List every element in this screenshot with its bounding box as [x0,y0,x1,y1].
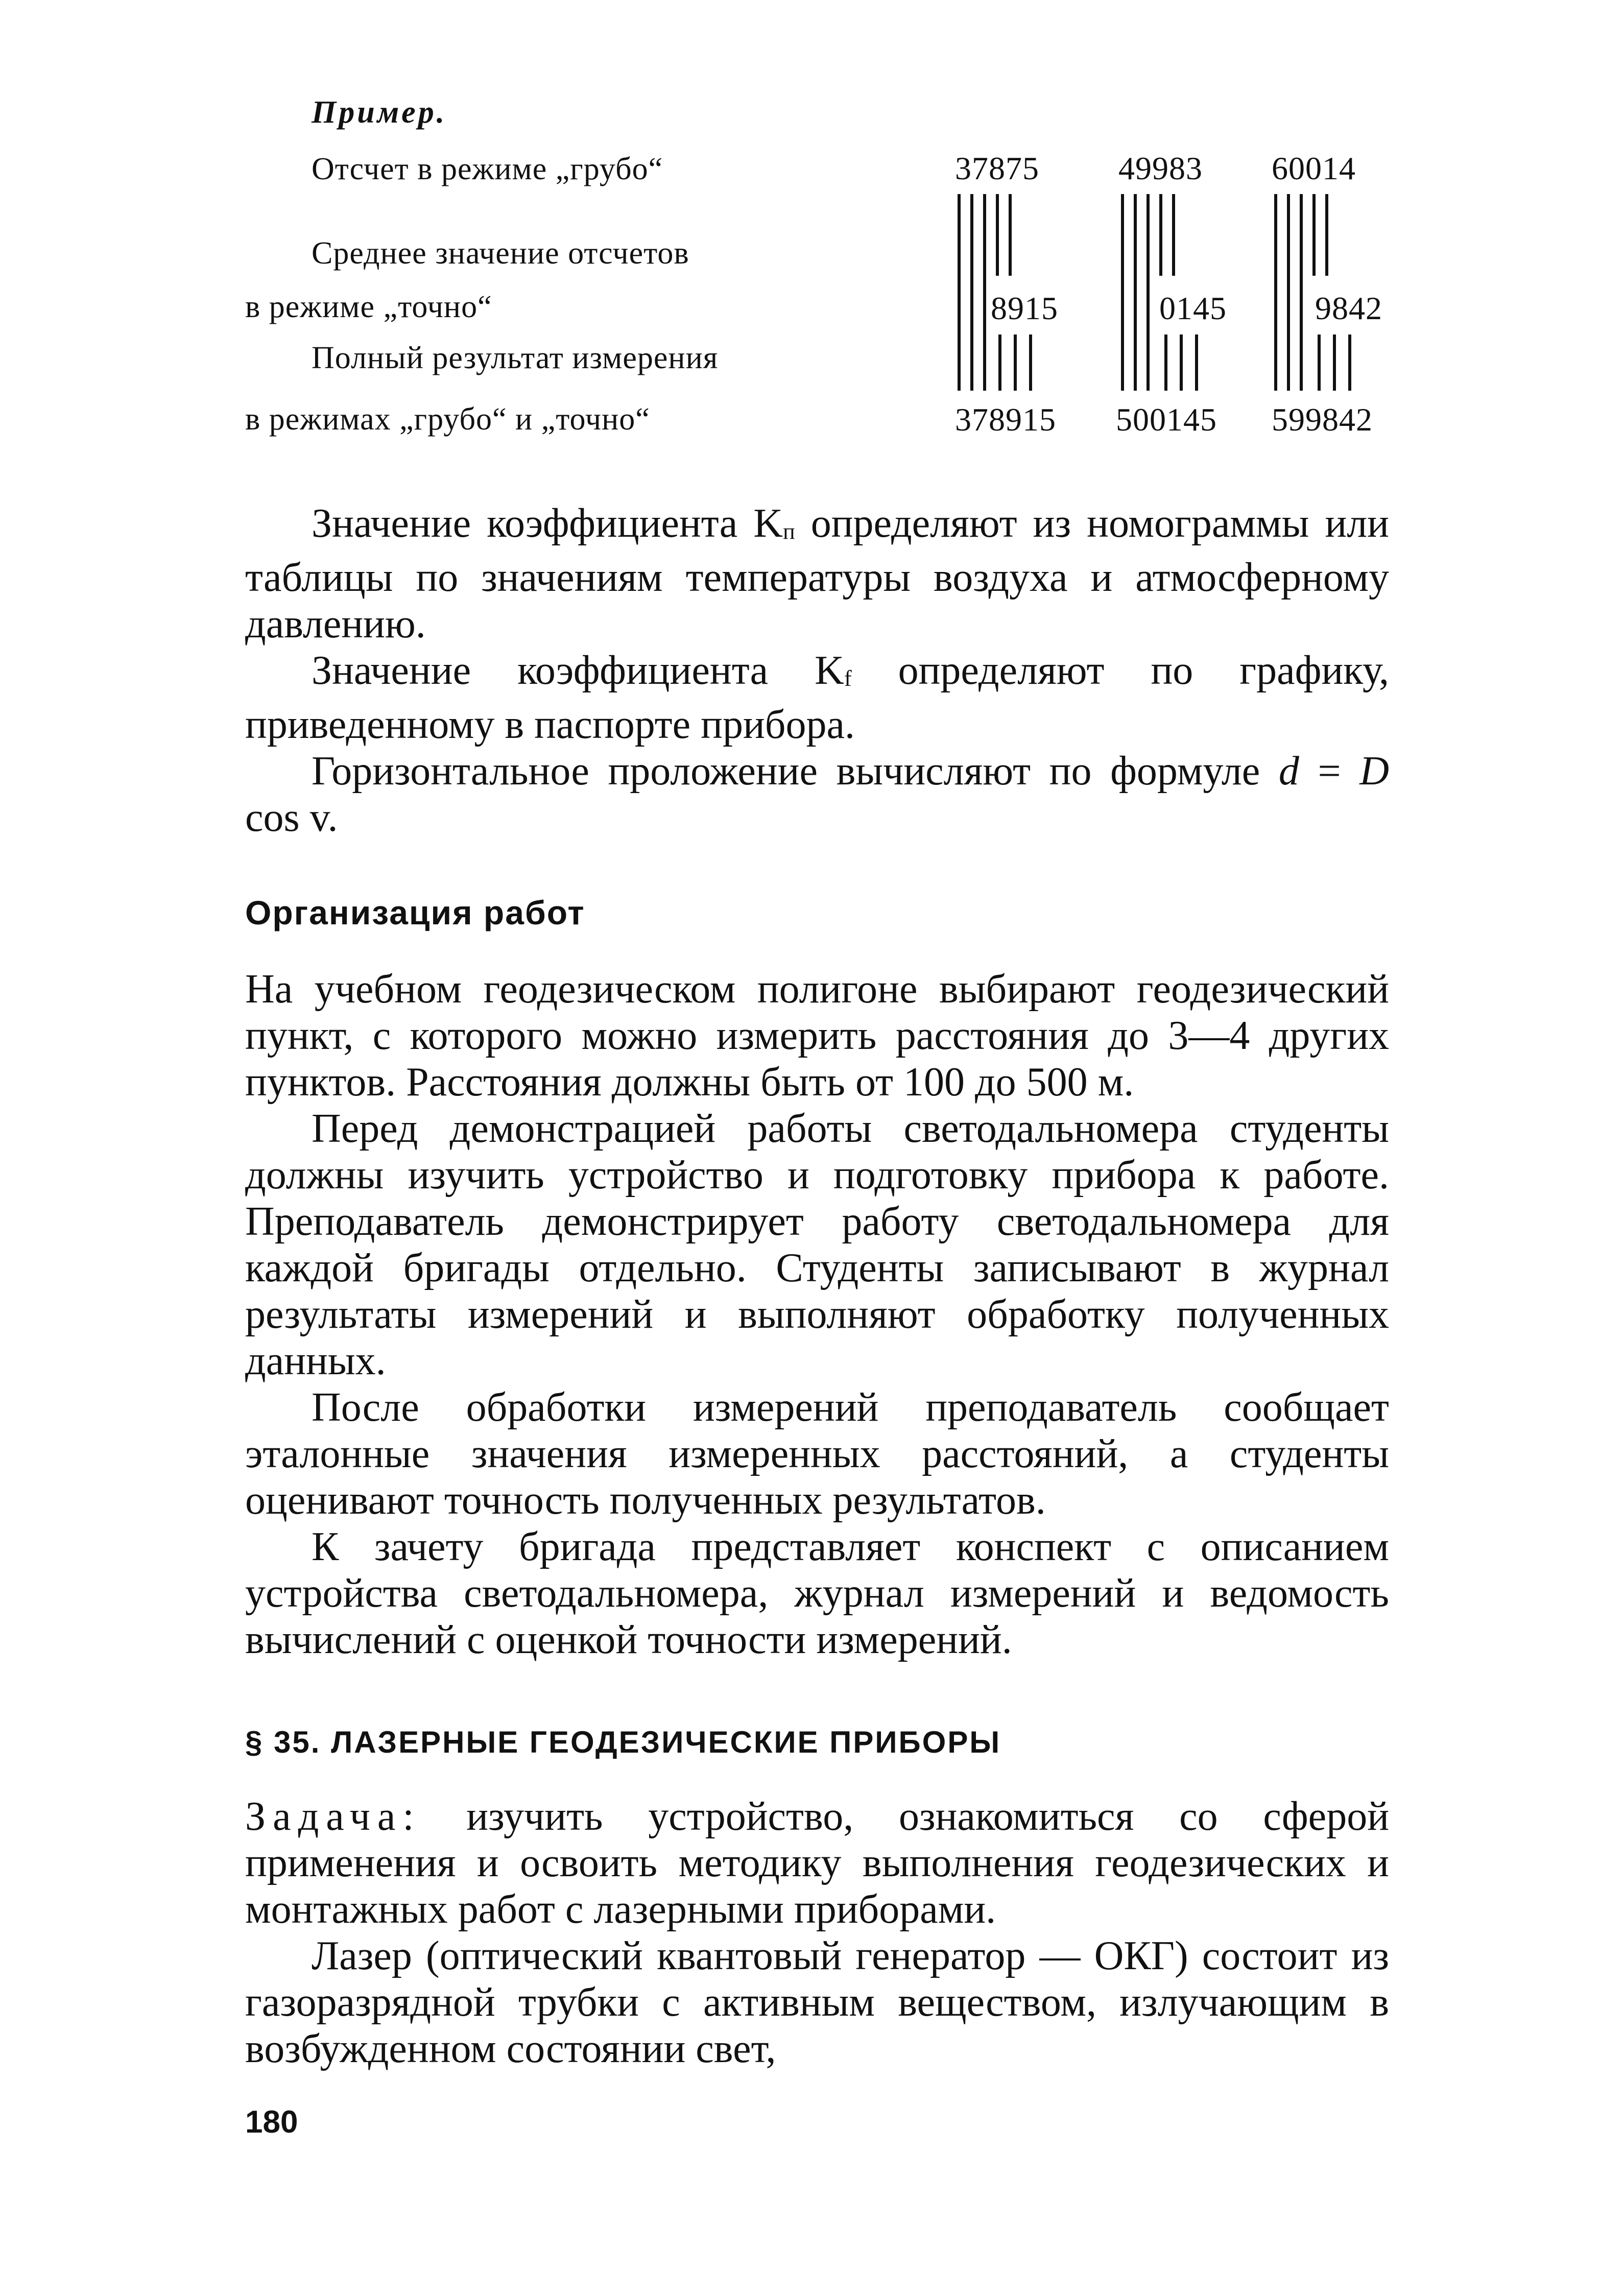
col2-fine: 0145 [1159,290,1227,326]
paragraph-task: Задача: изучить устройство, ознакомиться со сферой применения и освоить методику выполнения геодезических и монтажных работ с лазерными приборами. [245,1794,1389,1932]
mean-label-line2: в режиме „точно“ [245,290,492,324]
paragraph-formula: Горизонтальное проложение вычисляют по формуле d = D cos v. [245,749,1389,840]
col2-full: 500145 [1116,401,1217,438]
example-block [245,138,1389,500]
full-label-line1: Полный результат измерения [312,341,719,375]
col2-bar [1164,334,1167,391]
paragraph-coef-kn: Значение коэффициента $K_п$ определяют из номограммы или таблицы по значениям температуры воздуха и атмосферному давлению. [245,501,1389,647]
col3-fine: 9842 [1315,290,1382,326]
mean-label-line1: Среднее значение отсчетов [312,236,689,271]
subscript-n: п [783,519,795,544]
col1-bar [1014,334,1017,391]
col3-bar [1312,194,1316,276]
section-35-heading: § 35. ЛАЗЕРНЫЕ ГЕОДЕЗИЧЕСКИЕ ПРИБОРЫ [245,1725,1001,1759]
col2-coarse: 49983 [1118,150,1203,186]
col1-fine: 8915 [991,290,1058,326]
paragraph-org-1: На учебном геодезическом полигоне выбирают геодезический пункт, с которого можно измерить расстояния до 3—4 других пунктов. Расстояния должны быть от 100 до 500 м. [245,967,1389,1105]
subscript-f: f [844,666,852,691]
col3-bar [1348,334,1351,391]
col3-bar [1333,334,1336,391]
col3-bar [1325,194,1328,276]
col2-bar [1147,194,1150,391]
col3-bar [1318,334,1321,391]
col2-bar [1121,194,1124,391]
formula-d: d [1278,749,1299,794]
task-word: Задача: [245,1794,421,1839]
paragraph-org-4: К зачету бригада представляет конспект с описанием устройства светодальномера, журнал измерений и ведомость вычислений с оценкой точности измерений. [245,1524,1389,1662]
example-title: Пример. [312,95,447,130]
page-content [245,87,1389,2072]
paragraph-org-2: Перед демонстрацией работы светодальномера студенты должны изучить устройство и подготовку прибора к работе. Преподаватель демонстрирует работу светодальномера для каждой бригады отдельно. Студенты записывают в журнал результаты измерений и выполняют обработку полученных данных. [245,1106,1389,1383]
col1-bar [998,334,1001,391]
col2-bar [1195,334,1198,391]
col2-bar [1159,194,1162,276]
col3-full: 599842 [1272,401,1373,438]
col3-bar [1287,194,1290,391]
coarse-label: Отсчет в режиме „грубо“ [312,152,663,186]
col3-bar [1274,194,1277,391]
col1-bar [1009,194,1012,276]
col3-bar [1300,194,1303,391]
col2-bar [1172,194,1175,276]
formula-D: D [1359,749,1389,794]
col1-full: 378915 [955,401,1056,438]
full-label-line2: в режимах „грубо“ и „точно“ [245,402,650,437]
col1-bar [958,194,961,391]
col1-bar [1029,334,1032,391]
heading-organization: Организация работ [245,894,585,931]
col1-bar [996,194,999,276]
page-number: 180 [245,2104,298,2140]
paragraph-laser: Лазер (оптический квантовый генератор — ОКГ) состоит из газоразрядной трубки с активным веществом, излучающим в возбужденном состоянии свет, [245,1933,1389,2071]
col1-coarse: 37875 [955,150,1039,186]
paragraph-coef-kf: Значение коэффициента $K_f$ определяют по графику, приведенному в паспорте прибора. [245,648,1390,747]
col2-bar [1134,194,1137,391]
col1-bar [983,194,986,391]
col2-bar [1180,334,1183,391]
col3-coarse: 60014 [1272,150,1356,186]
col1-bar [970,194,973,391]
paragraph-org-3: После обработки измерений преподаватель сообщает эталонные значения измеренных расстояний, а студенты оценивают точность полученных результатов. [245,1385,1389,1523]
